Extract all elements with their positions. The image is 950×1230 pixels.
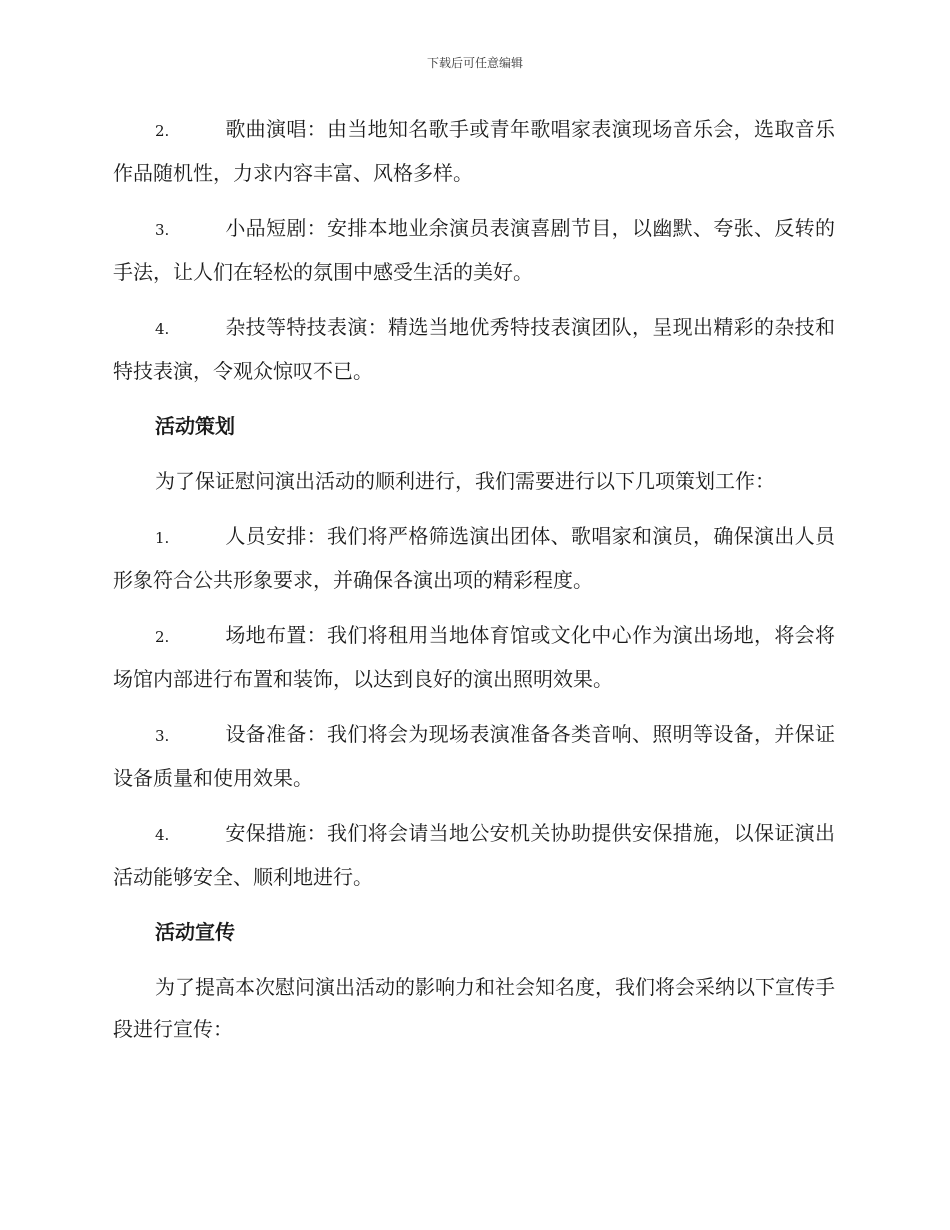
section-heading-publicity: 活动宣传 — [155, 920, 235, 944]
list-item — [113, 812, 835, 898]
list-item — [113, 108, 835, 194]
planning-intro: 为了保证慰问演出活动的顺利进行，我们需要进行以下几项策划工作： — [155, 469, 775, 493]
list-number: 2. — [155, 628, 170, 646]
list-item — [113, 515, 835, 601]
list-number: 3. — [155, 727, 170, 745]
list-number: 4. — [155, 320, 170, 338]
list-text: 场地布置：我们将租用当地体育馆或文化中心作为演出场地，将会将场馆内部进行布置和装饰，以达到良好的演出照明效果。 — [113, 623, 835, 691]
list-text: 安保措施：我们将会请当地公安机关协助提供安保措施，以保证演出活动能够安全、顺利地进行。 — [113, 821, 835, 889]
list-text: 杂技等特技表演：精选当地优秀特技表演团队，呈现出精彩的杂技和特技表演，令观众惊叹不已。 — [113, 315, 835, 383]
section-heading-planning: 活动策划 — [155, 414, 235, 438]
list-text: 小品短剧：安排本地业余演员表演喜剧节目，以幽默、夸张、反转的手法，让人们在轻松的氛围中感受生活的美好。 — [113, 216, 835, 284]
list-item — [113, 207, 835, 293]
list-number: 3. — [155, 221, 170, 239]
list-item — [113, 713, 835, 799]
list-number: 4. — [155, 826, 170, 844]
list-number: 2. — [155, 122, 170, 140]
publicity-intro: 为了提高本次慰问演出活动的影响力和社会知名度，我们将会采纳以下宣传手段进行宣传： — [113, 975, 835, 1041]
list-item — [113, 306, 835, 392]
list-item — [113, 614, 835, 700]
list-text: 设备准备：我们将会为现场表演准备各类音响、照明等设备，并保证设备质量和使用效果。 — [113, 722, 835, 790]
list-text: 人员安排：我们将严格筛选演出团体、歌唱家和演员，确保演出人员形象符合公共形象要求，并确保各演出项的精彩程度。 — [113, 524, 835, 592]
list-text: 歌曲演唱：由当地知名歌手或青年歌唱家表演现场音乐会，选取音乐作品随机性，力求内容丰富、风格多样。 — [113, 117, 835, 185]
document-body — [113, 108, 835, 1063]
page-header: 下载后可任意编辑 — [426, 56, 523, 70]
list-number: 1. — [155, 529, 170, 547]
